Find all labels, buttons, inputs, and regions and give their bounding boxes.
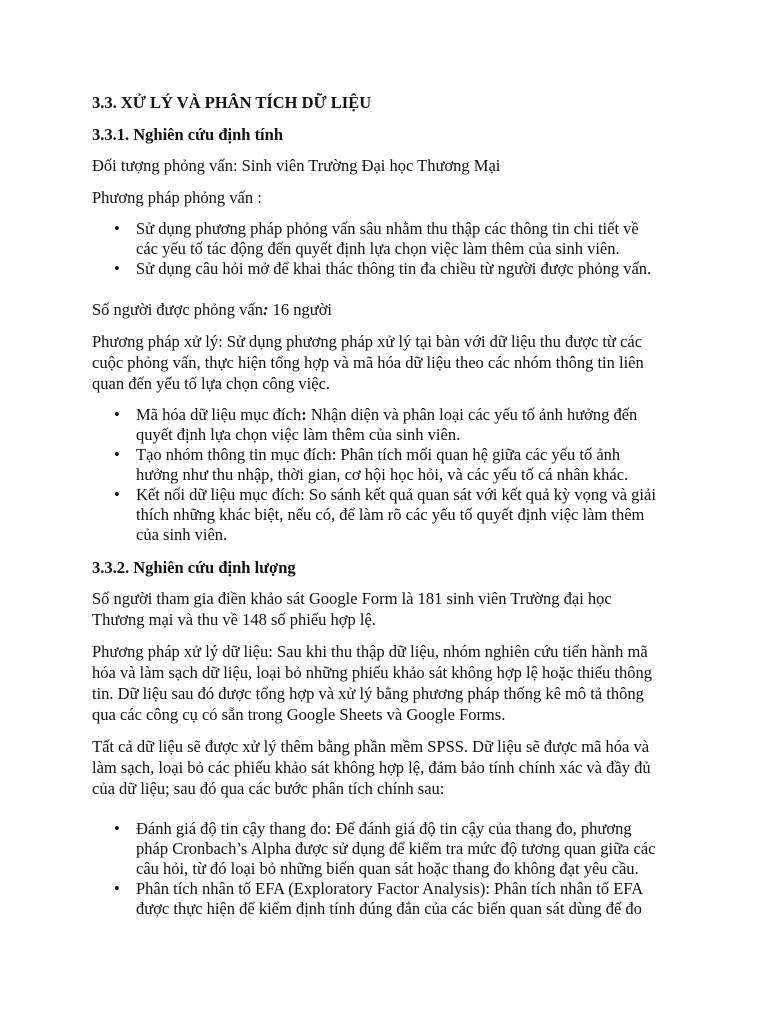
list-item-text: Phân tích nhân tố EFA (Exploratory Factor Analysis): Phân tích nhân tố EFA được thực hiện để kiểm định tính đúng đắn của các biến quan sát dùng để đo: [136, 879, 643, 918]
list-item-lead: Kết nối dữ liệu mục đích: [136, 485, 301, 504]
list-item: [92, 445, 658, 485]
list-item-text: Sử dụng phương pháp phỏng vấn sâu nhằm thu thập các thông tin chi tiết về các yếu tố tác động đến quyết định lựa chọn việc làm thêm của sinh viên.: [136, 219, 639, 258]
list-item-text: Đánh giá độ tin cậy thang đo: Để đánh giá độ tin cậy của thang đo, phương pháp Cronbach’s Alpha được sử dụng để kiểm tra mức độ tương quan giữa các câu hỏi, từ đó loại bỏ những biến quan sát hoặc thang đo không đạt yêu cầu.: [136, 819, 656, 878]
list-item: [92, 259, 658, 279]
qualitative-processing: Phương pháp xử lý: Sử dụng phương pháp xử lý tại bàn với dữ liệu thu được từ các cuộc phỏng vấn, thực hiện tổng hợp và mã hóa dữ liệu theo các nhóm thông tin liên quan đến yếu tố lựa chọn công việc.: [92, 332, 644, 393]
list-item: [92, 219, 658, 259]
bullet-icon: •: [114, 485, 120, 504]
list-item-colon: :: [300, 485, 305, 504]
survey-participants: Số người tham gia điền khảo sát Google Form là 181 sinh viên Trường đại học Thương mại và thu về 148 số phiếu hợp lệ.: [92, 589, 612, 629]
qualitative-heading: 3.3.1. Nghiên cứu định tính: [92, 125, 283, 144]
bullet-icon: •: [114, 219, 120, 238]
interview-count-value: 16 người: [268, 300, 333, 319]
list-item-lead: Tạo nhóm thông tin mục đích: [136, 445, 332, 464]
interview-subjects: Đối tượng phỏng vấn: Sinh viên Trường Đại học Thương Mại: [92, 156, 501, 175]
interview-count-colon: :: [263, 300, 269, 319]
bullet-icon: •: [114, 879, 120, 898]
bullet-icon: •: [114, 819, 120, 838]
bullet-icon: •: [114, 405, 120, 424]
list-item: [92, 879, 658, 919]
quantitative-processing: Phương pháp xử lý dữ liệu: Sau khi thu thập dữ liệu, nhóm nghiên cứu tiến hành mã hóa và làm sạch dữ liệu, loại bỏ những phiếu khảo sát không hợp lệ hoặc thiếu thông tin. Dữ liệu sau đó được tổng hợp và xử lý bằng phương pháp thống kê mô tả thông qua các công cụ có sẵn trong Google Sheets và Google Forms.: [92, 642, 652, 724]
list-item-text: Phân tích mối quan hệ giữa các yếu tố ảnh hưởng như thu nhập, thời gian, cơ hội học hỏi, và các yếu tố cá nhân khác.: [136, 445, 629, 484]
interview-method-label: Phương pháp phỏng vấn :: [92, 188, 262, 207]
list-item-colon: :: [301, 405, 307, 424]
interview-count: [92, 299, 658, 320]
list-item-lead: Mã hóa dữ liệu mục đích: [136, 405, 302, 424]
interview-method-list: [92, 219, 658, 279]
interview-count-label: Số người được phỏng vấn: [92, 300, 263, 319]
list-item-text: Nhận diện và phân loại các yếu tố ảnh hưởng đến quyết định lựa chọn việc làm thêm của sinh viên.: [136, 405, 638, 444]
list-item: [92, 405, 658, 445]
bullet-icon: •: [114, 445, 120, 464]
analysis-list: [92, 819, 658, 919]
quantitative-heading: 3.3.2. Nghiên cứu định lượng: [92, 558, 296, 577]
list-item: [92, 819, 658, 879]
list-item: [92, 485, 658, 545]
section-title: 3.3. XỬ LÝ VÀ PHÂN TÍCH DỮ LIỆU: [92, 93, 372, 112]
processing-list: [92, 405, 658, 545]
list-item-text: Sử dụng câu hỏi mở để khai thác thông tin đa chiều từ người được phỏng vấn.: [136, 259, 652, 278]
bullet-icon: •: [114, 259, 120, 278]
spss-processing: Tất cả dữ liệu sẽ được xử lý thêm bằng phần mềm SPSS. Dữ liệu sẽ được mã hóa và làm sạch, loại bỏ các phiếu khảo sát không hợp lệ, đảm bảo tính chính xác và đầy đủ của dữ liệu; sau đó qua các bước phân tích chính sau:: [92, 737, 651, 798]
list-item-text: So sánh kết quả quan sát với kết quả kỳ vọng và giải thích những khác biệt, nếu có, để làm rõ các yếu tố quyết định việc làm thêm của sinh viên.: [136, 485, 656, 544]
list-item-colon: :: [331, 445, 337, 464]
